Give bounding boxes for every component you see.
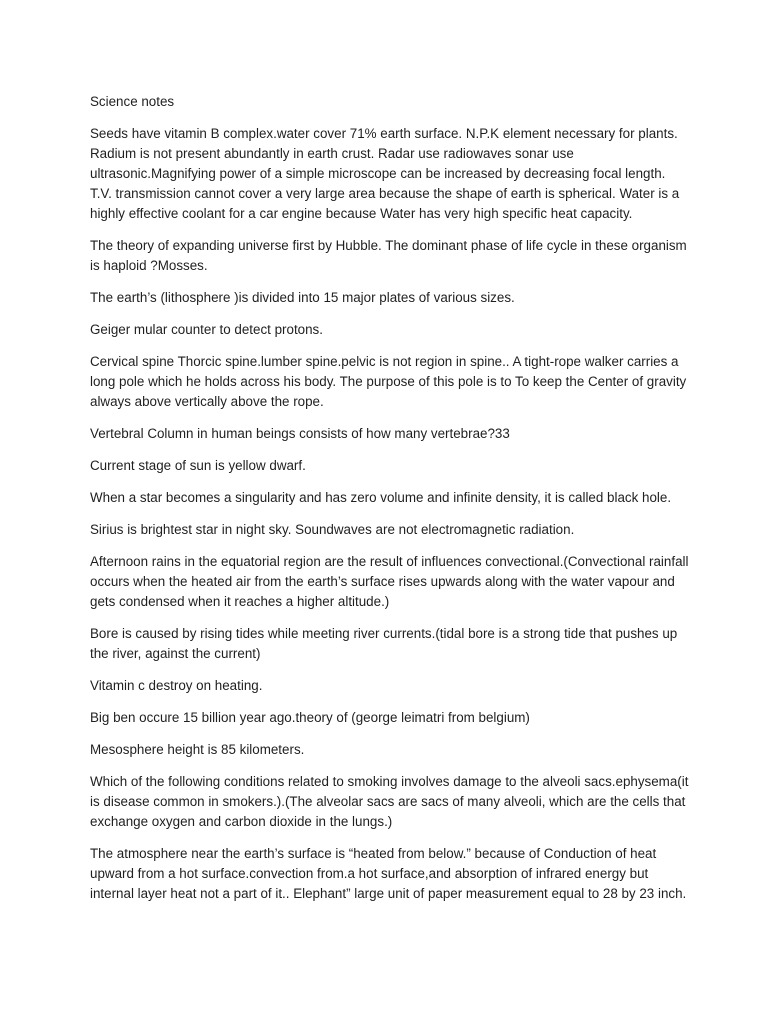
paragraph-16: The atmosphere near the earth’s surface is “heated from below.” because of Conduction of heat upward from a hot surface.convection from.a hot surface,and absorption of infrared energy but internal layer heat not a part of it.. Elephant” large unit of paper measurement equal to 28 by 23 inch. — [90, 846, 687, 901]
document-body — [90, 92, 690, 916]
paragraph-6: Vertebral Column in human beings consists of how many vertebrae?33 — [90, 426, 510, 441]
document-title: Science notes — [90, 94, 175, 109]
paragraph-11: Bore is caused by rising tides while meeting river currents.(tidal bore is a strong tide that pushes up the river, against the current) — [90, 626, 678, 661]
paragraph-7: Current stage of sun is yellow dwarf. — [90, 458, 306, 473]
paragraph-1: Seeds have vitamin B complex.water cover 71% earth surface. N.P.K element necessary for plants. Radium is not present abundantly in earth crust. Radar use radiowaves sonar use ultrasonic.Magnifying power of a simple microscope can be increased by decreasing focal length. T.V. transmission cannot cover a very large area because the shape of earth is spherical. Water is a highly effective coolant for a car engine because Water has very high specific heat capacity. — [90, 126, 680, 221]
paragraph-4: Geiger mular counter to detect protons. — [90, 322, 323, 337]
paragraph-15: Which of the following conditions related to smoking involves damage to the alveoli sacs.ephysema(it is disease common in smokers.).(The alveolar sacs are sacs of many alveoli, which are the cells that exchange oxygen and carbon dioxide in the lungs.) — [90, 774, 689, 829]
paragraph-13: Big ben occure 15 billion year ago.theory of (george leimatri from belgium) — [90, 710, 530, 725]
paragraph-8: When a star becomes a singularity and has zero volume and infinite density, it is called black hole. — [90, 490, 672, 505]
paragraph-10: Afternoon rains in the equatorial region are the result of influences convectional.(Convectional rainfall occurs when the heated air from the earth’s surface rises upwards along with the water vapour and gets condensed when it reaches a higher altitude.) — [90, 554, 689, 609]
paragraph-3: The earth’s (lithosphere )is divided into 15 major plates of various sizes. — [90, 290, 515, 305]
paragraph-5: Cervical spine Thorcic spine.lumber spine.pelvic is not region in spine.. A tight-rope walker carries a long pole which he holds across his body. The purpose of this pole is to To keep the Center of gravity always above vertically above the rope. — [90, 354, 687, 409]
paragraph-12: Vitamin c destroy on heating. — [90, 678, 263, 693]
paragraph-2: The theory of expanding universe first by Hubble. The dominant phase of life cycle in these organism is haploid ?Mosses. — [90, 238, 687, 273]
paragraph-9: Sirius is brightest star in night sky. Soundwaves are not electromagnetic radiation. — [90, 522, 575, 537]
paragraph-14: Mesosphere height is 85 kilometers. — [90, 742, 305, 757]
